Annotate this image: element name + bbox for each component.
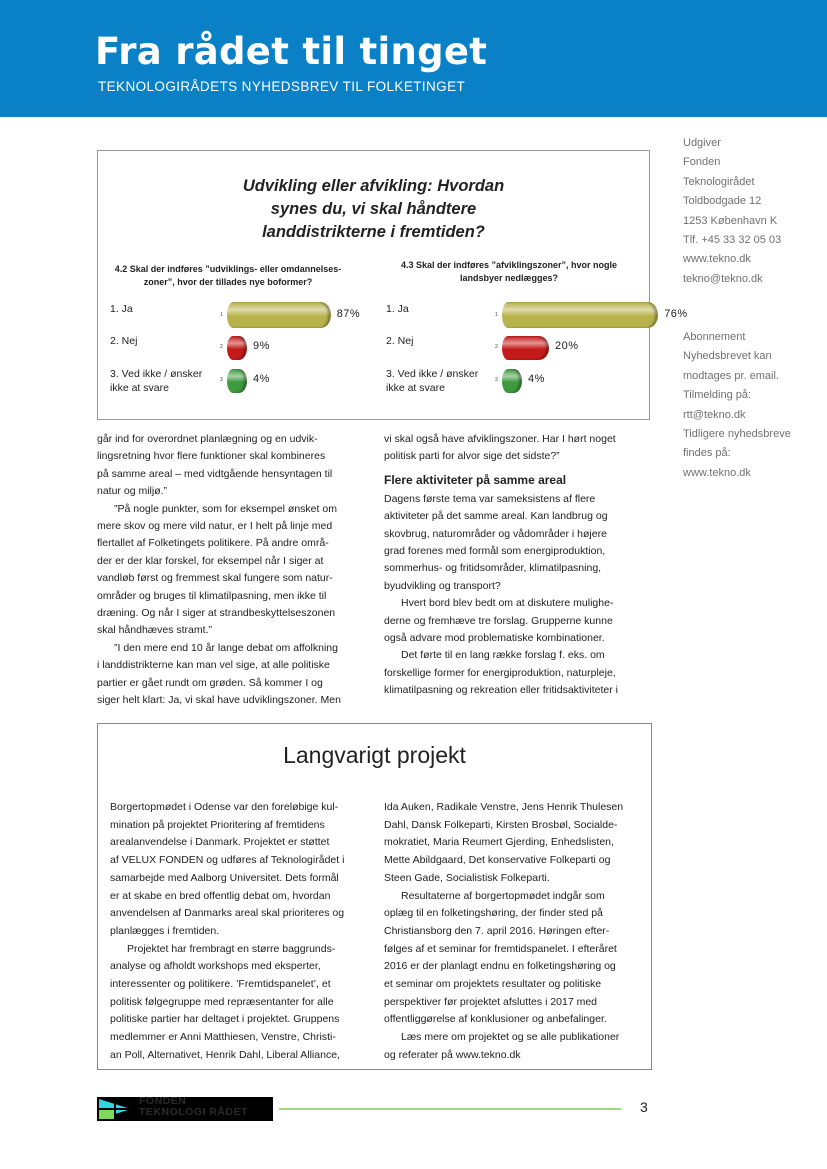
answer-label: 3. Ved ikke / ønsker ikke at svare xyxy=(386,368,479,394)
text-line: byudvikling og transport? xyxy=(384,579,501,592)
article-column-left xyxy=(97,431,341,710)
text-line: derne og fremhæve tre forslag. Grupperne kunne xyxy=(384,614,613,627)
logo-text-line-1: FONDEN xyxy=(139,1095,187,1107)
percent-label: 4% xyxy=(253,373,270,385)
text-line: dræning. Og når I siger at strandbeskyttelseszonen xyxy=(97,607,336,620)
answer-label: 3. Ved ikke / ønsker ikke at svare xyxy=(110,368,203,394)
percent-label: 20% xyxy=(555,340,579,352)
text-line: Borgertopmødet i Odense var den foreløbige kul- xyxy=(110,801,339,813)
box-column-right xyxy=(384,799,623,1065)
question-line: 4.3 Skal der indføres ”afviklingszoner”, hvor nogle xyxy=(400,260,618,270)
question-line: landsbyer nedlægges? xyxy=(459,273,559,283)
sidebar-line: findes på: xyxy=(683,447,731,460)
text-line: politiske partier har deltaget i projektet. Gruppens xyxy=(110,1013,340,1026)
sidebar-line: Tidligere nyhedsbreve xyxy=(683,428,791,441)
sidebar-line: www.tekno.dk xyxy=(683,253,751,266)
text-line: Læs mere om projektet og se alle publikationer xyxy=(401,1031,620,1044)
sidebar xyxy=(683,134,791,483)
text-line: og referater på www.tekno.dk xyxy=(384,1048,521,1061)
project-info-box xyxy=(97,723,652,1070)
text-line: Ida Auken, Radikale Venstre, Jens Henrik Thulesen xyxy=(384,801,624,813)
box-title: Langvarigt projekt xyxy=(283,742,466,768)
bar-number: 3 xyxy=(220,377,223,383)
text-line: natur og miljø.” xyxy=(97,485,168,498)
text-line: planlægges i fremtiden. xyxy=(110,924,220,937)
text-line: mere skov og mere vild natur, er I helt på linje med xyxy=(97,520,333,533)
percent-label: 76% xyxy=(664,308,688,320)
text-line: Dagens første tema var sameksistens af flere xyxy=(384,492,596,505)
publisher-info xyxy=(683,134,791,289)
text-line: interessenter og politikere. ’Fremtidspanelet’, et xyxy=(110,978,331,991)
text-line: analyse og afholdt workshops med eksperter, xyxy=(110,960,321,973)
bar-number: 1 xyxy=(495,312,498,318)
chart-title: Udvikling eller afvikling: Hvordan synes du, vi skal håndtere landdistrikterne i fremtiden? xyxy=(242,177,505,241)
bar-1 xyxy=(227,302,331,328)
logo-text-line-2: TEKNOLOGI RÅDET xyxy=(139,1106,248,1118)
text-line: 2016 er der planlagt endnu en folketingshøring og xyxy=(384,960,616,973)
text-line: grad forenes med formål som energiproduktion, xyxy=(384,545,606,558)
footer-divider xyxy=(279,1108,621,1110)
text-line: siger helt klart: Ja, vi skal have udviklingszoner. Men xyxy=(97,694,341,707)
text-line: sommerhus- og fritidsområder, klimatilpasning, xyxy=(384,562,602,575)
bar-2 xyxy=(502,336,549,360)
text-line: forskellige former for energiproduktion, naturpleje, xyxy=(384,666,616,679)
bar-3 xyxy=(227,369,247,393)
text-line: mination på projektet Prioritering af fremtidens xyxy=(110,818,325,831)
sidebar-line: modtages pr. email. xyxy=(683,369,779,382)
text-line: skovbrug, naturområder og vådområder i højere xyxy=(384,527,607,540)
text-line: ”På nogle punkter, som for eksempel ønsket om xyxy=(114,502,337,515)
sidebar-line: Tlf. +45 33 32 05 03 xyxy=(683,234,782,247)
text-line: Projektet har frembragt en større baggrunds- xyxy=(127,942,336,955)
text-line: aktiviteter på det samme areal. Kan landbrug og xyxy=(384,510,608,523)
text-line: partier er gået rundt om grøden. Så kommer I og xyxy=(97,676,323,689)
text-line: anvendelsen af Danmarks areal skal prioriteres og xyxy=(110,907,345,920)
question-line: zoner”, hvor der tillades nye boformer? xyxy=(143,277,313,287)
question-title xyxy=(108,263,348,289)
percent-label: 9% xyxy=(253,340,270,352)
text-line: går ind for overordnet planlægning og en udvik- xyxy=(97,433,318,445)
subscription-info xyxy=(683,328,791,483)
text-line: offentliggørelse af konklusioner og anbefalinger. xyxy=(384,1013,607,1026)
sidebar-line: Toldbodgade 12 xyxy=(683,195,762,208)
sidebar-line: Udgiver xyxy=(683,137,721,149)
text-line: følges af et seminar for fremtidspanelet. I efteråret xyxy=(384,942,617,955)
text-line: Mette Abildgaard, Det konservative Folkeparti og xyxy=(384,854,611,867)
text-line: vandløb først og fremmest skal fungere som natur- xyxy=(97,572,333,585)
page-number: 3 xyxy=(640,1099,648,1115)
bar-number: 3 xyxy=(495,377,498,383)
newsletter-title: Fra rådet til tinget xyxy=(95,30,488,73)
answer-label: 1. Ja xyxy=(110,303,133,315)
bar-2 xyxy=(227,336,247,360)
bar-number: 2 xyxy=(495,344,498,350)
sidebar-line: www.tekno.dk xyxy=(683,466,751,479)
sidebar-line: Fonden xyxy=(683,156,721,169)
text-line: af VELUX FONDEN og udføres af Teknologirådet i xyxy=(110,854,345,867)
bar-1 xyxy=(502,302,658,328)
text-line: skal håndhæves stramt.” xyxy=(97,624,212,637)
text-line: politisk følgegruppe med repræsentanter for alle xyxy=(110,995,334,1008)
text-line: medlemmer er Anni Matthiesen, Venstre, Christi- xyxy=(110,1031,336,1044)
text-line: Dahl, Dansk Folkeparti, Kirsten Brosbøl, Socialde- xyxy=(384,818,618,831)
text-line: områder og bruges til klimatilpasning, men ikke til xyxy=(97,589,327,602)
text-line: vi skal også have afviklingszoner. Har I hørt noget xyxy=(384,433,616,445)
text-line: perspektiver før projektet afsluttes i 2017 med xyxy=(384,995,598,1008)
newsletter-subtitle: TEKNOLOGIRÅDETS NYHEDSBREV TIL FOLKETINGET xyxy=(98,79,466,94)
sidebar-line: Tilmelding på: xyxy=(683,389,752,402)
text-line: samarbejde med Aalborg Universitet. Dets formål xyxy=(110,871,339,884)
bar-number: 2 xyxy=(220,344,223,350)
answer-label: 2. Nej xyxy=(386,335,414,347)
text-line: i landdistrikterne kan man vel sige, at alle politiske xyxy=(97,659,330,672)
text-line: klimatilpasning og rekreation eller fritidsaktiviteter i xyxy=(384,684,619,697)
text-line: Hvert bord blev bedt om at diskutere mulighe- xyxy=(401,597,614,610)
section-heading: Flere aktiviteter på samme areal xyxy=(384,472,567,487)
sidebar-line: Abonnement xyxy=(683,331,746,344)
bar-3 xyxy=(502,369,522,393)
sidebar-line: Teknologirådet xyxy=(683,175,755,188)
answer-label: 1. Ja xyxy=(386,303,409,315)
masthead xyxy=(0,0,827,117)
text-line: er at skabe en bred offentlig debat om, hvordan xyxy=(110,889,331,902)
sidebar-line: rtt@tekno.dk xyxy=(683,408,746,421)
logo-diamond-icon xyxy=(97,1097,137,1121)
text-line: oplæg til en folketingshøring, der finder sted på xyxy=(384,907,603,920)
article-column-right xyxy=(384,431,618,700)
text-line: på samme areal – med vidtgående hensyntagen til xyxy=(97,467,333,480)
percent-label: 4% xyxy=(528,373,545,385)
survey-chart xyxy=(97,150,688,420)
sidebar-line: 1253 København K xyxy=(683,214,778,227)
text-line: der er der klar forskel, for eksempel når I siger at xyxy=(97,554,324,567)
bar-number: 1 xyxy=(220,312,223,318)
answer-label: 2. Nej xyxy=(110,335,138,347)
text-line: mokratiet, Maria Reumert Gjerding, Enhedslisten, xyxy=(384,836,614,849)
text-line: Resultaterne af borgertopmødet indgår som xyxy=(401,889,605,902)
percent-label: 87% xyxy=(336,308,361,320)
text-line: Christiansborg den 7. april 2016. Høringen efter- xyxy=(384,924,610,937)
fonden-teknologiraadet-logo xyxy=(97,1097,273,1121)
question-line: 4.2 Skal der indføres ”udviklings- eller omdannelses- xyxy=(114,264,342,274)
sidebar-line: Nyhedsbrevet kan xyxy=(683,350,772,363)
question-title xyxy=(374,259,644,285)
text-line: arealanvendelse i Danmark. Projektet er støttet xyxy=(110,836,330,849)
text-line: lingsretning hvor flere funktioner skal kombineres xyxy=(97,450,326,463)
text-line: ”I den mere end 10 år lange debat om affolkning xyxy=(114,641,338,654)
text-line: an Poll, Alternativet, Henrik Dahl, Liberal Alliance, xyxy=(110,1048,340,1061)
box-column-left xyxy=(110,799,344,1065)
text-line: Det førte til en lang række forslag f. eks. om xyxy=(401,649,605,662)
text-line: et seminar om projektets resultater og politiske xyxy=(384,978,602,991)
text-line: Steen Gade, Socialistisk Folkeparti. xyxy=(384,871,550,884)
text-line: flertallet af Folketingets politikere. På andre områ- xyxy=(97,537,329,550)
sidebar-line: tekno@tekno.dk xyxy=(683,272,763,285)
text-line: også advare mod problematiske kombinationer. xyxy=(384,632,605,645)
text-line: politisk parti for alvor sige det sidste?” xyxy=(384,450,560,463)
